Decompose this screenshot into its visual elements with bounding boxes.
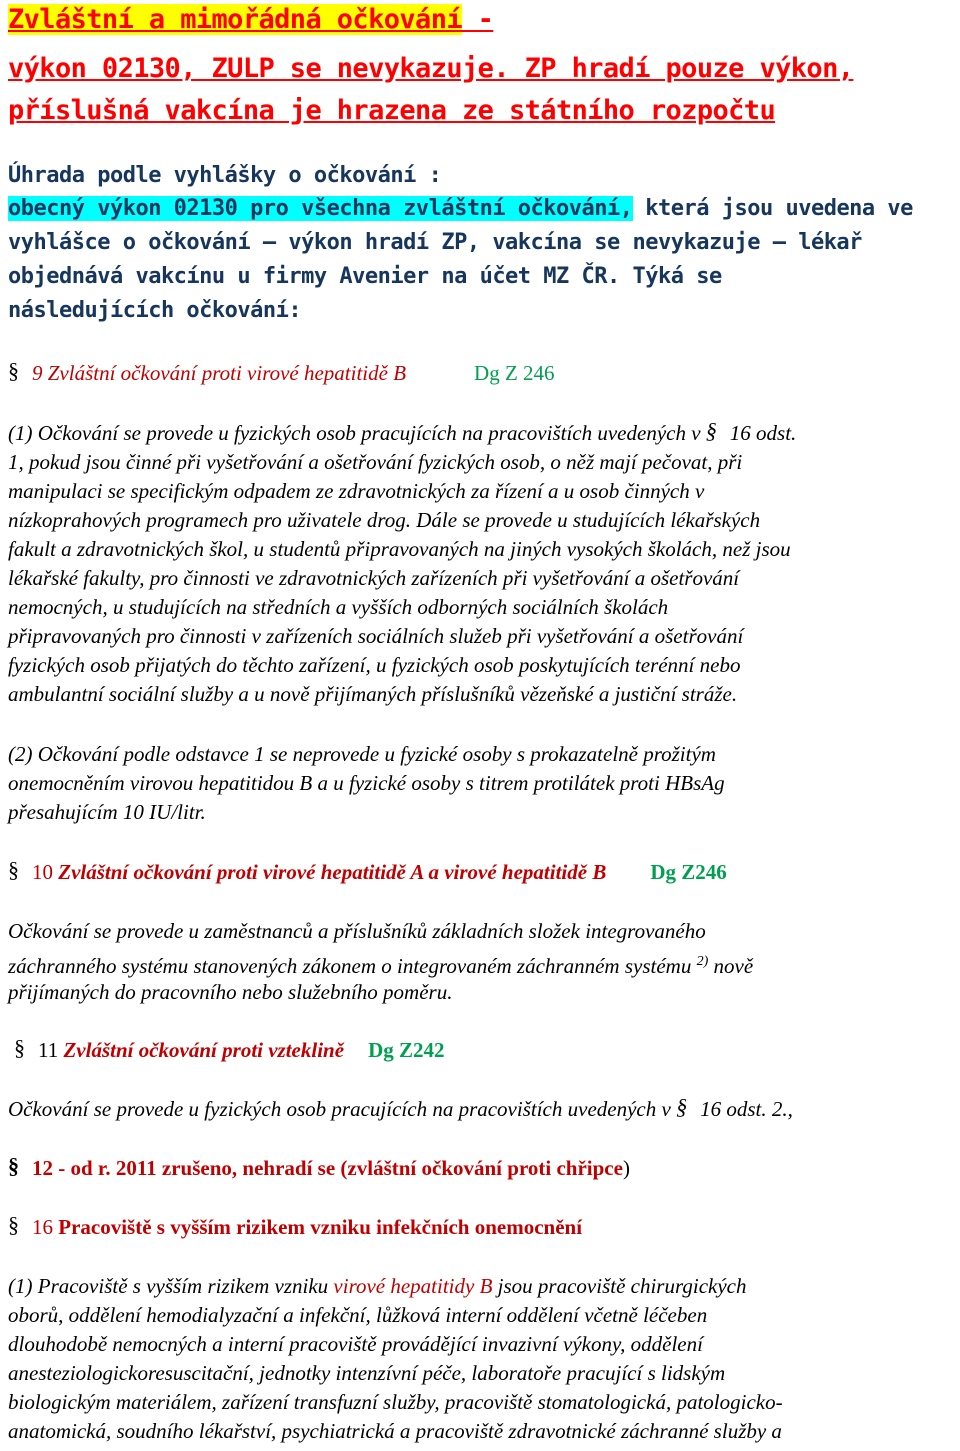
s10-p1-line-1: Očkování se provede u zaměstnanců a příslušníků základních složek integrovaného (8, 919, 706, 943)
section-11-heading: §11 Zvláštní očkování proti vzteklině Dg Z242 (14, 1036, 445, 1065)
section-12-line: §12 - od r. 2011 zrušeno, nehradí se (zvláštní očkování proti chřipce) (8, 1154, 630, 1183)
s16-p1-line-1: (1) Pracoviště s vyšším rizikem vzniku virové hepatitidy B jsou pracoviště chirurgických (8, 1274, 747, 1298)
s9-p1-line-5: fakult a zdravotnických škol, u studentů připravovaných na jiných vysokých školách, než jsou (8, 537, 791, 561)
s9-p1-line-1: (1) Očkování se provede u fyzických osob pracujících na pracovištích uvedených v § 16 odst. (8, 419, 796, 448)
s9-p1-line-2: 1, pokud jsou činné při vyšetřování a ošetřování fyzických osob, o něž mají pečovat, při (8, 450, 743, 474)
section-sign-icon (8, 1214, 26, 1238)
section-sign-icon (676, 1096, 694, 1120)
section-10-heading: §10 Zvláštní očkování proti virové hepatitidě A a virové hepatitidě B Dg Z246 (8, 858, 727, 887)
s16-p1-line-4: anesteziologickoresuscitační, jednotky intenzívní péče, laboratoře pracující s lidským (8, 1361, 726, 1385)
dg-code: Dg Z246 (650, 860, 727, 884)
heading-line-2: výkon 02130, ZULP se nevykazuje. ZP hradí pouze výkon, (8, 53, 854, 84)
intro-line-4: objednává vakcínu u firmy Avenier na účet MZ ČR. Týká se (8, 264, 722, 289)
s9-p1-line-3: manipulaci se specifickým odpadem ze zdravotnických za řízení a u osob činných v (8, 479, 705, 503)
section-sign-icon (706, 420, 724, 444)
intro-highlight: obecný výkon 02130 pro všechna zvláštní očkování, (8, 196, 633, 221)
s9-p2-line-1: (2) Očkování podle odstavce 1 se neprovede u fyzické osoby s prokazatelně prožitým (8, 742, 716, 766)
s16-p1-line-5: biologickým materiálem, zařízení transfuzní služby, pracoviště stomatologická, patologicko- (8, 1390, 783, 1414)
s9-p1-line-6: lékařské fakulty, pro činnosti ve zdravotnických zařízeních při vyšetřování a ošetřování (8, 566, 740, 590)
s9-p1-line-4: nízkoprahových programech pro uživatele drog. Dále se provede u studujících lékařských (8, 508, 761, 532)
dg-code: Dg Z 246 (474, 361, 555, 385)
intro-line-3: vyhlášce o očkování – výkon hradí ZP, vakcína se nevykazuje – lékař (8, 230, 862, 255)
intro-line-1: Úhrada podle vyhlášky o očkování : (8, 163, 442, 188)
intro-line-2: obecný výkon 02130 pro všechna zvláštní očkování, která jsou uvedena ve (8, 196, 913, 221)
s11-p1: Očkování se provede u fyzických osob pracujících na pracovištích uvedených v § 16 odst. 2., (8, 1095, 793, 1124)
s10-p1-line-3: přijímaných do pracovního nebo služebního poměru. (8, 980, 453, 1004)
s9-p1-line-9: fyzických osob přijatých do těchto zařízení, u fyzických osob poskytujících terénní nebo (8, 653, 741, 677)
section-16-heading: §16 Pracoviště s vyšším rizikem vzniku infekčních onemocnění (8, 1213, 582, 1242)
s10-p1-line-2: záchranného systému stanovených zákonem o integrovaném záchranném systému $^{2)}$ nově (8, 954, 754, 978)
s9-p1-line-10: ambulantní sociální služby a u nově přijímaných příslušníků vězeňské a justiční stráže. (8, 682, 738, 706)
s16-p1-line-2: oborů, oddělení hemodialyzační a infekční, lůžková interní oddělení včetně léčeben (8, 1303, 708, 1327)
section-sign-icon (8, 859, 26, 883)
heading-highlight: Zvláštní a mimořádná očkování (8, 4, 463, 35)
intro-line-5: následujících očkování: (8, 298, 302, 323)
section-sign-icon (8, 360, 26, 384)
section-sign-icon (8, 1155, 26, 1179)
s9-p2-line-2: onemocněním virovou hepatitidou B a u fyzické osoby s titrem protilátek proti HBsAg (8, 771, 725, 795)
section-9-heading: §9 Zvláštní očkování proti virové hepatitidě B Dg Z 246 (8, 359, 555, 388)
dg-code: Dg Z242 (368, 1038, 445, 1062)
section-sign-icon (14, 1037, 32, 1061)
s9-p1-line-8: připravovaných pro činnosti v zařízeních sociálních služeb při vyšetřování a ošetřování (8, 624, 744, 648)
heading-line-3: příslušná vakcína je hrazena ze státního rozpočtu (8, 95, 776, 126)
s9-p1-line-7: nemocných, u studujících na středních a vyšších odborných sociálních školách (8, 595, 669, 619)
heading-line-1: Zvláštní a mimořádná očkování - (8, 4, 494, 35)
s16-p1-line-3: dlouhodobě nemocných a interní pracoviště provádějící invazivní výkony, oddělení (8, 1332, 703, 1356)
s9-p2-line-3: přesahujícím 10 IU/litr. (8, 800, 206, 824)
s16-p1-line-6: anatomická, soudního lékařství, psychiatrická a pracoviště zdravotnické záchranné služby a (8, 1419, 782, 1443)
